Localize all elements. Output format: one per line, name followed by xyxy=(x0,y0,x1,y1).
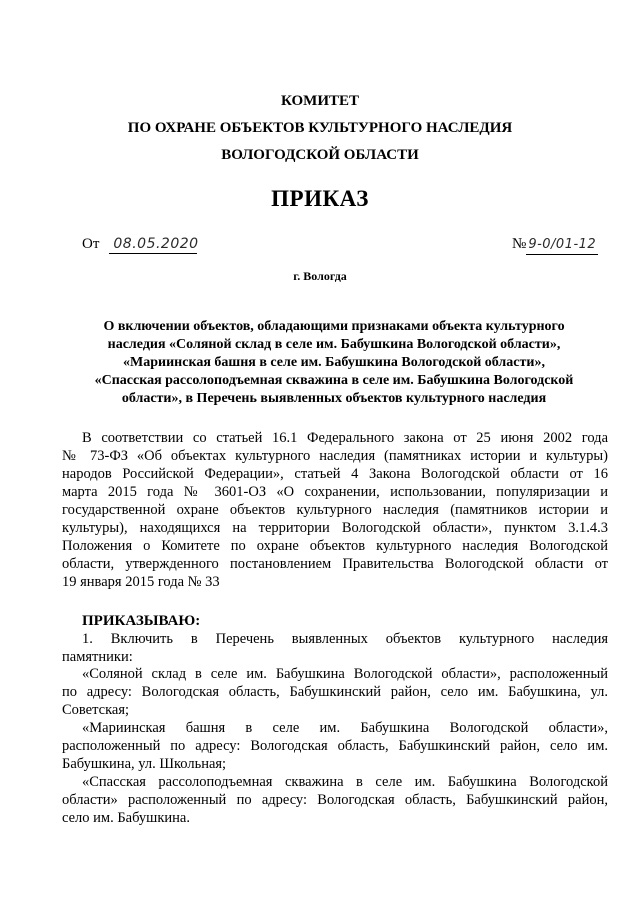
order-heading: ПРИКАЗЫВАЮ: xyxy=(82,613,201,629)
paragraph-line: «Спасская рассолоподъемная скважина в селе им. Бабушкина Вологодской xyxy=(82,774,608,790)
subject-line: О включении объектов, обладающими признаками объекта культурного xyxy=(103,319,565,334)
order-point-1 xyxy=(62,630,608,666)
paragraph-line: Бабушкина, ул. Школьная; xyxy=(62,756,227,772)
paragraph-line: село им. Бабушкина. xyxy=(62,810,190,826)
number-value: 9-0/01-12 xyxy=(526,236,598,255)
order-item-salt-warehouse xyxy=(62,665,608,719)
date-value: 08.05.2020 xyxy=(109,235,197,254)
order-item-spasskaya-well xyxy=(62,773,608,827)
paragraph-line: области, утвержденного постановлением Правительства Вологодской области от xyxy=(62,556,608,572)
preamble-paragraph xyxy=(62,429,608,591)
paragraph-line: «Мариинская башня в селе им. Бабушкина Вологодской области», xyxy=(82,720,608,736)
org-name-line-1: КОМИТЕТ xyxy=(280,93,359,109)
paragraph-line: государственной охране объектов культурного наследия (памятников истории и xyxy=(62,502,608,518)
paragraph-line: № 73-ФЗ «Об объектах культурного наследия (памятниках истории и культуры) xyxy=(62,448,608,464)
date-label: От xyxy=(82,236,100,252)
city-line: г. Вологда xyxy=(293,269,347,283)
paragraph-line: области» расположенный по адресу: Вологодская область, Бабушкинский район, xyxy=(62,792,608,808)
paragraph-line: марта 2015 года № 3601-ОЗ «О сохранении, использовании, популяризации и xyxy=(62,484,608,500)
paragraph-line: народов Российской Федерации», статьей 4 Закона Вологодской области от 16 xyxy=(62,466,608,482)
org-name-line-3: ВОЛОГОДСКОЙ ОБЛАСТИ xyxy=(221,147,419,163)
paragraph-line: по адресу: Вологодская область, Бабушкинский район, село им. Бабушкина, ул. xyxy=(62,684,608,700)
org-name-line-2: ПО ОХРАНЕ ОБЪЕКТОВ КУЛЬТУРНОГО НАСЛЕДИЯ xyxy=(127,120,513,136)
order-item-mariinsky-tower xyxy=(62,719,608,773)
order-subject xyxy=(62,318,606,408)
document-number xyxy=(512,235,598,255)
paragraph-line: памятники: xyxy=(62,649,133,665)
document-date xyxy=(82,235,197,254)
subject-line: области», в Перечень выявленных объектов культурного наследия xyxy=(121,391,547,406)
paragraph-line: «Соляной склад в селе им. Бабушкина Вологодской области», расположенный xyxy=(82,666,608,682)
subject-line: наследия «Соляной склад в селе им. Бабушкина Вологодской области», xyxy=(107,337,561,352)
subject-line: «Спасская рассолоподъемная скважина в селе им. Бабушкина Вологодской xyxy=(94,373,574,388)
paragraph-line: 19 января 2015 года № 33 xyxy=(62,574,220,590)
paragraph-line: культуры), находящихся на территории Вологодской области», пунктом 3.1.4.3 xyxy=(62,520,608,536)
paragraph-line: Советская; xyxy=(62,702,130,718)
paragraph-line: В соответствии со статьей 16.1 Федерального закона от 25 июня 2002 года xyxy=(82,430,608,446)
subject-line: «Мариинская башня в селе им. Бабушкина Вологодской области», xyxy=(123,355,545,370)
paragraph-line: Положения о Комитете по охране объектов культурного наследия Вологодской xyxy=(62,538,608,554)
paragraph-line: 1. Включить в Перечень выявленных объектов культурного наследия xyxy=(82,631,608,647)
number-label: № xyxy=(512,236,527,252)
paragraph-line: расположенный по адресу: Вологодская область, Бабушкинский район, село им. xyxy=(62,738,608,754)
document-type-title: ПРИКАЗ xyxy=(271,186,369,211)
